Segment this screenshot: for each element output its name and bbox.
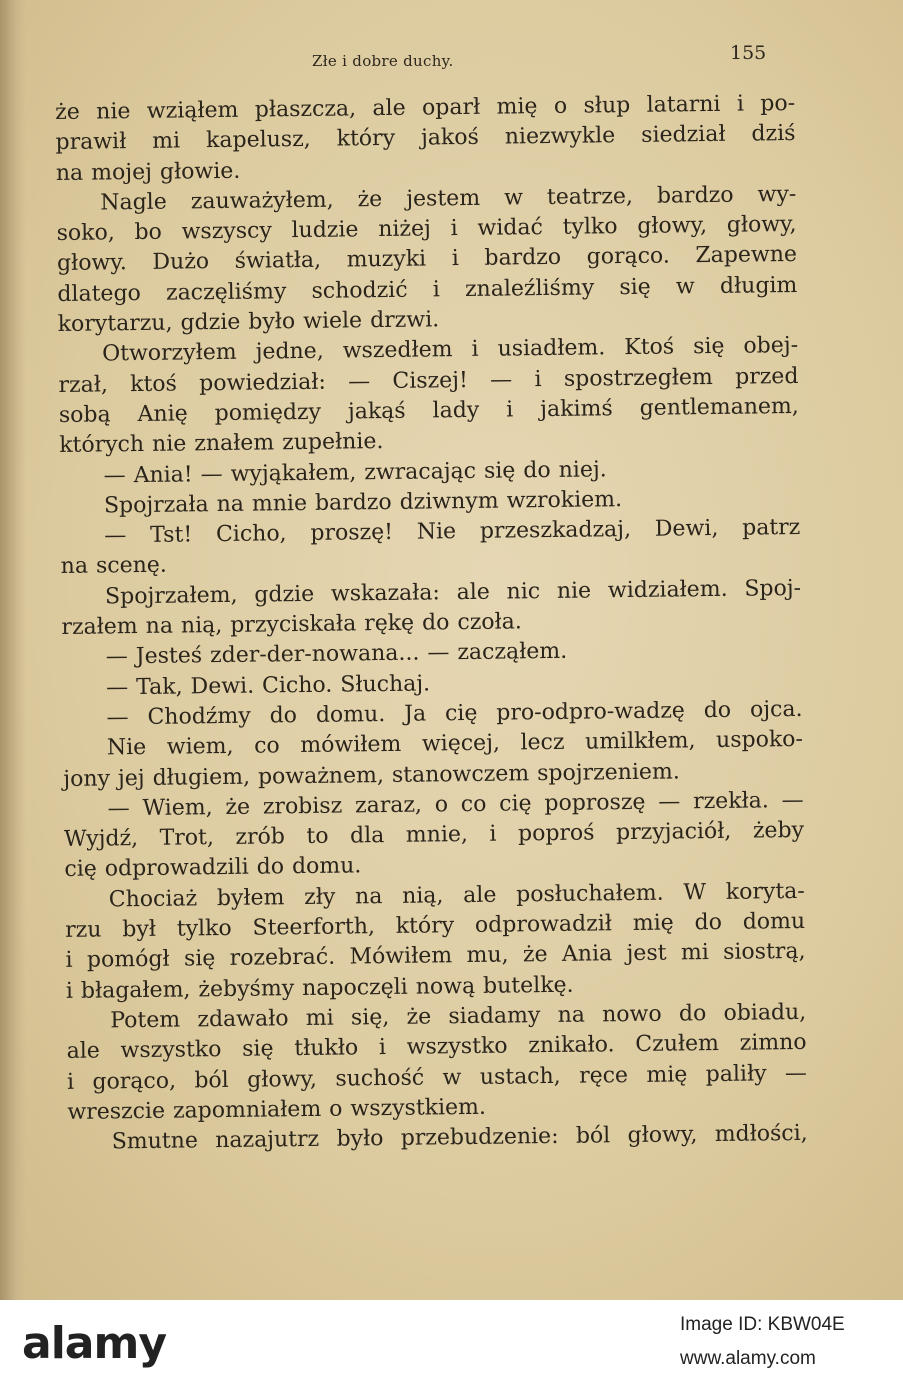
text-line: na mojej głowie.: [55, 158, 241, 186]
text-line: rzałem na nią, przyciskała rękę do czoła.: [61, 609, 522, 641]
text-line: Nie wiem, co mówiłem więcej, lecz umilkłem, uspoko-: [106, 727, 804, 761]
text-line: Smutne nazajutrz było przebudzenie: ból głowy, mdłości,: [111, 1120, 808, 1155]
text-line: rzu był tylko Steerforth, który odprowadził mię do domu: [65, 908, 806, 943]
watermark-bar: [0, 1300, 903, 1390]
text-line: że nie wziąłem płaszcza, ale oparł mię o słup latarni i po-: [55, 90, 796, 125]
brand-logo: alamy: [22, 1318, 166, 1369]
text-line: cię odprowadzili do domu.: [64, 853, 362, 883]
text-line: ale wszystko się tłukło i wszystko znikało. Czułem zimno: [66, 1030, 807, 1065]
text-line: soko, bo wszyscy ludzie niżej i widać tylko głowy, głowy,: [56, 212, 797, 247]
text-line: Spojrzała na mnie bardzo dziwnym wzrokiem.: [103, 486, 623, 519]
page-number: 155: [730, 42, 767, 64]
running-head: Złe i dobre duchy.: [312, 52, 454, 70]
text-line: — Tak, Dewi. Cicho. Słuchaj.: [106, 671, 431, 701]
text-line: rzał, ktoś powiedział: — Ciszej! — i spostrzegłem przed: [58, 363, 799, 398]
text-line: prawił mi kapelusz, który jakoś niezwykle siedział dziś: [55, 121, 796, 156]
text-line: Wyjdź, Trot, zrób to dla mnie, i poproś przyjaciół, żeby: [63, 818, 805, 853]
text-line: i błagałem, żebyśmy napoczęli nową butelkę.: [65, 972, 574, 1004]
text-line: — Jesteś zder-der-nowana... — zacząłem.: [105, 639, 568, 670]
text-line: Potem zdawało mi się, że siadamy na nowo do obiadu,: [110, 999, 807, 1034]
text-line: — Wiem, że zrobisz zaraz, o co cię poproszę — rzekła. —: [107, 787, 804, 822]
text-line: na scenę.: [60, 553, 167, 580]
text-line: dlatego zaczęliśmy schodzić i znaleźliśmy się w długim: [57, 272, 798, 307]
text-line: wreszcie zapomniałem o wszystkiem.: [67, 1094, 487, 1125]
text-line: Nagle zauważyłem, że jestem w teatrze, bardzo wy-: [100, 181, 797, 216]
text-line: korytarzu, gdzie było wiele drzwi.: [57, 307, 440, 338]
text-line: Otworzyłem jedne, wszedłem i usiadłem. Ktoś się obej-: [101, 333, 799, 367]
text-line: i pomógł się rozebrać. Mówiłem mu, że Ania jest mi siostrą,: [65, 939, 806, 974]
text-line: — Tst! Cicho, proszę! Nie przeszkadzaj, Dewi, patrz: [104, 515, 801, 549]
site-url: www.alamy.com: [680, 1348, 816, 1369]
text-line: Chociaż byłem zły na nią, ale posłuchałem. W koryta-: [108, 878, 805, 913]
text-line: — Ania! — wyjąkałem, zwracając się do niej.: [103, 456, 607, 488]
text-line: sobą Anię pomiędzy jakąś lady i jakimś gentlemanem,: [58, 393, 799, 428]
spine-shadow: [0, 0, 26, 1300]
text-line: i gorąco, ból głowy, suchość w ustach, ręce mię paliły —: [66, 1060, 808, 1095]
body-text: [55, 89, 808, 1158]
text-line: których nie znałem zupełnie.: [59, 429, 384, 459]
image-id: Image ID: KBW04E: [680, 1314, 845, 1335]
text-line: — Chodźmy do domu. Ja cię pro-odpro-wadzę do ojca.: [106, 696, 803, 731]
text-line: głowy. Dużo światła, muzyki i bardzo gorąco. Zapewne: [56, 242, 798, 277]
text-line: Spojrzałem, gdzie wskazała: ale nic nie widziałem. Spoj-: [104, 575, 802, 610]
text-line: jony jej długiem, poważnem, stanowczem spojrzeniem.: [63, 758, 680, 792]
